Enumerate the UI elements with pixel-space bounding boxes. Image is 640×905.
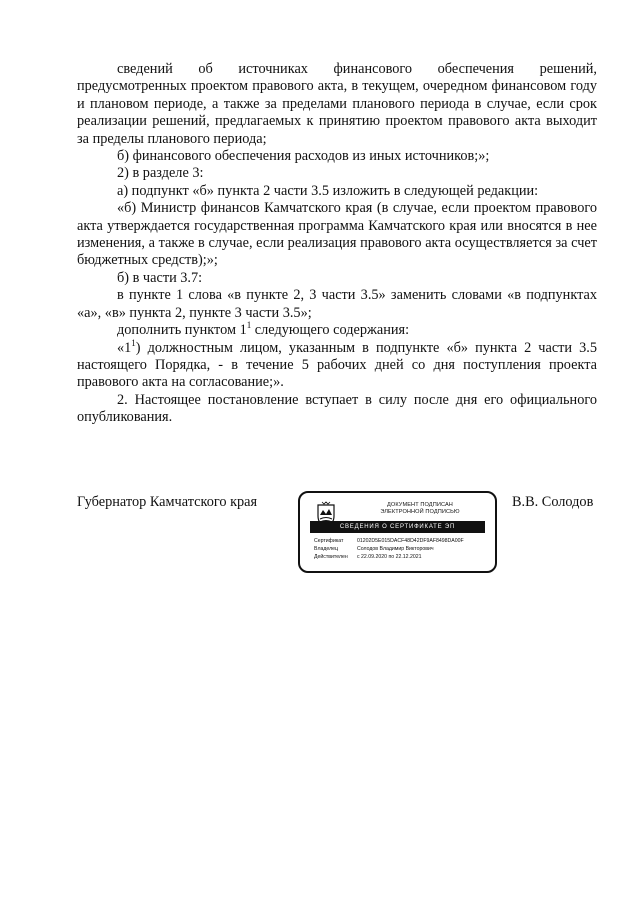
stamp-header-line: ДОКУМЕНТ ПОДПИСАН [387, 502, 453, 508]
electronic-signature-stamp [298, 491, 497, 573]
paragraph: 2) в разделе 3: [117, 165, 204, 182]
signer-name: В.В. Солодов [512, 494, 594, 510]
paragraph: сведений об источниках финансового обеспечения решений, [117, 61, 597, 77]
stamp-header [360, 502, 480, 516]
stamp-value: 01202D5E015DACF48D42DF9AF8498DA00F [357, 538, 464, 544]
quote-open: «1 [117, 339, 132, 356]
stamp-row-certificate [314, 538, 464, 544]
paragraph: «б) Министр финансов Камчатского края (в случае, если проектом правового акта утверждается государственная программа Камчатского края или вносятся в нее изменения, а также в случае, если реализация правового акта осуществляется за счет бюджетных средств);»; [77, 200, 597, 269]
supplement-text-end: следующего содержания: [251, 322, 410, 339]
stamp-title-bar: СВЕДЕНИЯ О СЕРТИФИКАТЕ ЭП [310, 521, 485, 533]
paragraph: в пункте 1 слова «в пункте 2, 3 части 3.5» заменить словами «в подпунктах «а», «в» пункта 2, пункте 3 части 3.5»; [77, 287, 597, 321]
quote-text: ) должностным лицом, указанным в подпункте «б» пункта 2 части 3.5 настоящего Порядка, - в течение 5 рабочих дней со дня поступления проекта правового акта на согласование;». [77, 339, 597, 391]
stamp-row-owner [314, 546, 434, 552]
signer-position: Губернатор Камчатского края [77, 494, 258, 510]
stamp-label: Действителен [314, 554, 348, 560]
superscript: 1 [131, 337, 136, 348]
superscript: 1 [246, 320, 252, 331]
quote-paragraph [77, 337, 597, 392]
paragraph: б) финансового обеспечения расходов из иных источников;»; [117, 148, 490, 165]
stamp-label: Владелец [314, 546, 338, 552]
stamp-value: Солодов Владимир Викторович [357, 546, 434, 552]
supplement-paragraph [77, 322, 597, 339]
paragraph: 2. Настоящее постановление вступает в силу после дня его официального опубликования. [77, 391, 597, 426]
stamp-value: с 22.09.2020 по 22.12.2021 [357, 554, 422, 560]
paragraph: предусмотренных проектом правового акта, в текущем, очередном финансовом году и плановом периоде, а также за пределами планового периода в случае, если срок реализации решений, предлагаемых к принятию проектом правового акта выходит за пределы планового периода; [77, 78, 597, 147]
document-body [77, 61, 597, 427]
paragraph: б) в части 3.7: [117, 269, 203, 286]
stamp-label: Сертификат [314, 538, 344, 544]
paragraph: а) подпункт «б» пункта 2 части 3.5 изложить в следующей редакции: [117, 182, 539, 199]
stamp-row-validity [314, 554, 422, 560]
stamp-header-line: ЭЛЕКТРОННОЙ ПОДПИСЬЮ [380, 509, 460, 515]
supplement-text: дополнить пунктом 1 [117, 322, 247, 339]
